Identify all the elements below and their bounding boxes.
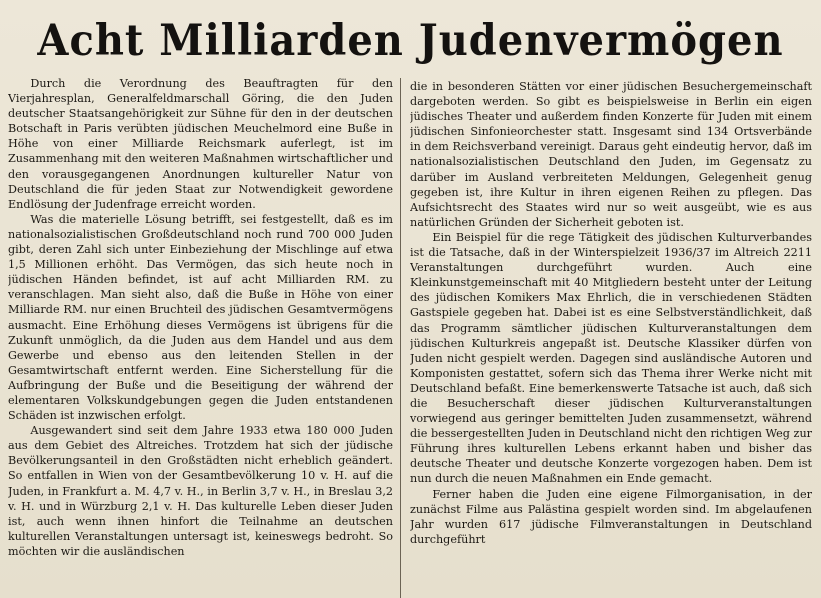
- right-paragraph-1: die in besonderen Stätten vor einer jüdischen Besuchergemeinschaft dargeboten werden. So gibt es beispielsweise in Berlin ein eigen jüdisches Theater und außerdem finden Konzerte für Juden mit einem jüdischen Sinfonieorchester statt. Insgesamt sind 134 Ortsverbände in dem Reichsverband vereinigt. Daraus geht eindeutig hervor, daß im nationalsozialistischen Deutschland den Juden, im Gegensatz zu darüber im Ausland verbreiteten Meldungen, Gelegenheit genug gegeben ist, ihre Kultur in ihren eigenen Reihen zu pflegen. Das Aufsichtsrecht des Staates wird nur so weit ausgeübt, wie es aus natürlichen Gründen der Sicherheit geboten ist.: [410, 80, 812, 229]
- left-paragraph-1: Durch die Verordnung des Beauftragten für den Vierjahresplan, Generalfeldmarschall Göring, die den Juden deutscher Staatsangehörigkeit zur Sühne für den in der deutschen Botschaft in Paris verübten jüdischen Meuchelmord eine Buße in Höhe von einer Milliarde Reichsmark auferlegt, ist im Zusammenhang mit den weiteren Maßnahmen wirtschaftlicher und den vorausgegangenen Anordnungen kultureller Natur von Deutschland die für jeden Staat zur Notwendigkeit gewordene Endlösung der Judenfrage erreicht worden.: [8, 77, 393, 211]
- left-paragraph-3: Ausgewandert sind seit dem Jahre 1933 etwa 180 000 Juden aus dem Gebiet des Altreiches. Trotzdem hat sich der jüdische Bevölkerungsanteil in den Großstädten nicht erheblich geändert. So entfallen in Wien von der Gesamtbevölkerung 10 v. H. auf die Juden, in Frankfurt a. M. 4,7 v. H., in Berlin 3,7 v. H., in Breslau 3,2 v. H. und in Würzburg 2,1 v. H. Das kulturelle Leben dieser Juden ist, auch wenn ihnen hinfort die Teilnahme an deutschen kulturellen Veranstaltungen untersagt ist, keineswegs bedroht. So möchten wir die ausländischen: [8, 424, 393, 558]
- right-column: [410, 79, 812, 598]
- headline: Acht Milliarden Judenvermögen: [37, 15, 784, 66]
- right-paragraph-3: Ferner haben die Juden eine eigene Filmorganisation, in der zunächst Filme aus Palästina gespielt worden sind. Im abgelaufenen Jahr wurden 617 jüdische Filmveranstaltungen in Deutschland durchgeführt: [410, 487, 812, 546]
- column-divider: [400, 78, 401, 598]
- right-paragraph-2: Ein Beispiel für die rege Tätigkeit des jüdischen Kulturverbandes ist die Tatsache, daß in der Winterspielzeit 1936/37 im Altreich 2211 Veranstaltungen durchgeführt wurden. Auch eine Kleinkunstgemeinschaft mit 40 Mitgliedern besteht unter der Leitung des jüdischen Komikers Max Ehrlich, die in verschiedenen Städten Gastspiele gegeben hat. Dabei ist es eine Selbstverständlichkeit, daß das Programm sämtlicher jüdischen Kulturveranstaltungen dem jüdischen Kulturkreis angepaßt ist. Deutsche Klassiker dürfen von Juden nicht gespielt werden. Dagegen sind ausländische Autoren und Komponisten gestattet, sofern sich das Thema ihrer Werke nicht mit Deutschland befaßt. Eine bemerkenswerte Tatsache ist auch, daß sich die Besucherschaft dieser jüdischen Kulturveranstaltungen vorwiegend aus geringer bemittelten Juden zusammensetzt, während die bessergestellten Juden in Deutschland nicht den richtigen Weg zur Führung ihres kulturellen Lebens erkannt haben und bisher das deutsche Theater und deutsche Konzerte vorgezogen haben. Dem ist nun durch die neuen Maßnahmen ein Ende gemacht.: [410, 230, 812, 486]
- left-column: [8, 76, 393, 598]
- left-paragraph-2: Was die materielle Lösung betrifft, sei festgestellt, daß es im nationalsozialistischen Großdeutschland noch rund 700 000 Juden gibt, deren Zahl sich unter Einbeziehung der Mischlinge auf etwa 1,5 Millionen erhöht. Das Vermögen, das sich heute noch in jüdischen Händen befindet, ist auf acht Milliarden RM. zu veranschlagen. Man sieht also, daß die Buße in Höhe von einer Milliarde RM. nur einen Bruchteil des jüdischen Gesamtvermögens ausmacht. Eine Erhöhung dieses Vermögens ist übrigens für die Zukunft unmöglich, da die Juden aus dem Handel und aus dem Gewerbe und ebenso aus den leitenden Stellen in der Gesamtwirtschaft entfernt werden. Eine Sicherstellung für die Aufbringung der Buße und die Beseitigung der während der elementaren Volkskundgebungen gegen die Juden entstandenen Schäden ist inzwischen erfolgt.: [8, 212, 393, 423]
